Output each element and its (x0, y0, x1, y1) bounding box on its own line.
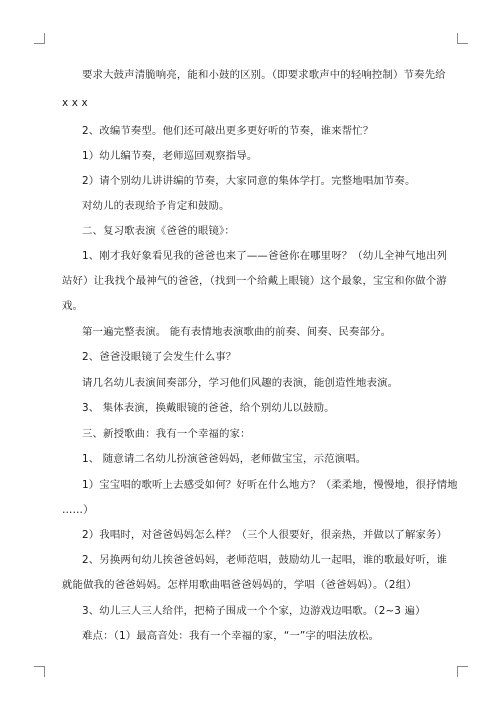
paragraph-line: 2）请个别幼儿讲讲编的节奏，大家同意的集体学打。完整地唱加节奏。 (82, 175, 416, 187)
paragraph-line: 1）宝宝唱的歌听上去感受如何？好听在什么地方？（柔柔地，慢慢地，很抒情地 (82, 479, 458, 491)
paragraph-line: 请几名幼儿表演间奏部分，学习他们风趣的表演，能创造性地表演。 (82, 377, 399, 389)
paragraph-line: 2、另换两旬幼儿挨爸爸妈妈，老师范唱，鼓励幼儿一起唱，谁的歌最好听，谁 (82, 554, 448, 566)
paragraph-line: 要求大鼓声清脆响亮，能和小鼓的区别。（即要求歌声中的轻响控制）节奏先给 (82, 69, 446, 81)
paragraph-line: 第一遍完整表演。 能有表情地表演歌曲的前奏、间奏、民奏部分。 (82, 326, 392, 338)
paragraph-line: 站好）让我找个最神气的爸爸，（找到一个给戴上眼镜）这个最象，宝宝和你做个游 (62, 275, 447, 287)
crop-mark-bottom-left (34, 666, 45, 677)
paragraph-line: 1、 随意请二名幼儿扮演爸爸妈妈，老师做宝宝，示范演唱。 (82, 453, 367, 465)
crop-mark-top-left (34, 33, 45, 44)
paragraph-line: 难点：（1）最高音处：我有一个幸福的家，“一”字的唱法放松。 (82, 630, 380, 642)
paragraph-line: 3、 集体表演，换戴眼镜的爸爸，给个别幼儿以鼓励。 (82, 402, 335, 414)
crop-mark-top-right (457, 33, 468, 44)
paragraph-line: 2）我唱时，对爸爸妈妈怎么样？（三个人很要好，很亲热，并做以了解家务） (82, 529, 448, 541)
paragraph-line: 戏。 (62, 300, 84, 312)
paragraph-line: 3、幼儿三人三人给伴，把椅子围成一个个家，边游戏边唱歌。（2~3 遍） (82, 605, 426, 617)
paragraph-line: 2、爸爸没眼镜了会发生什么事？ (82, 351, 237, 363)
section-heading: 三、新授歌曲：我有一个幸福的家： (82, 428, 251, 440)
paragraph-line: 对幼儿的表现给予肯定和鼓励。 (82, 200, 230, 212)
paragraph-line: 1、刚才我好象看见我的爸爸也来了——爸爸你在哪里呀？（幼儿全神气地出列 (82, 250, 448, 262)
paragraph-line: 就能做我的爸爸妈妈。怎样用歌曲唱爸爸妈妈的，学唱（爸爸妈妈）。（2组） (62, 579, 417, 591)
paragraph-line: ……） (62, 504, 94, 516)
crop-mark-bottom-right (457, 666, 468, 677)
section-heading: 二、复习歌表演《爸爸的眼镜》： (82, 225, 235, 237)
paragraph-line: 2、改编节奏型。他们还可敲出更多更好听的节奏，谁来帮忙？ (82, 125, 374, 137)
paragraph-line: 1）幼儿编节奏，老师巡回观察指导。 (82, 150, 258, 162)
paragraph-line: x x x (62, 97, 88, 109)
